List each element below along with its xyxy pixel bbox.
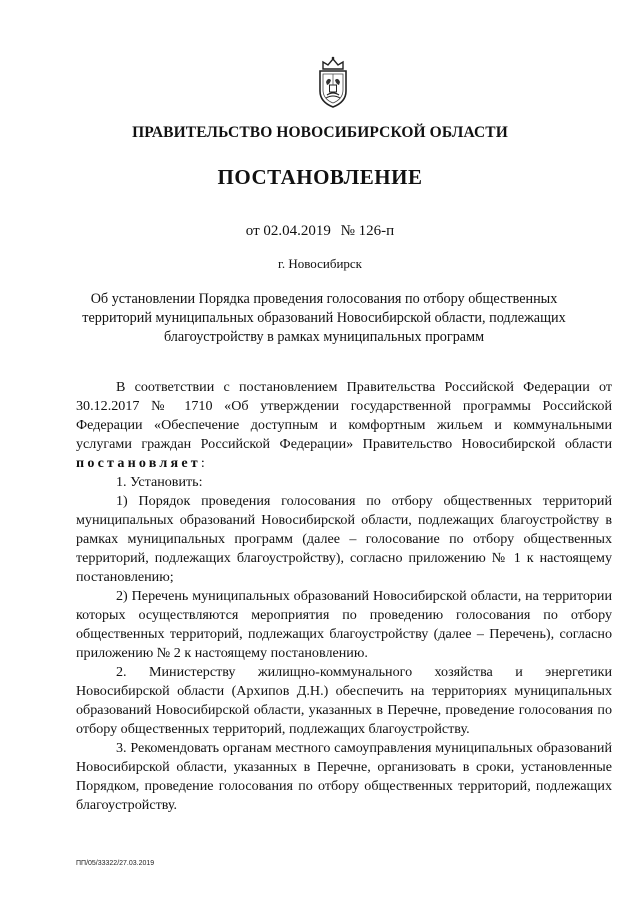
preamble-paragraph [76,378,612,473]
item-1-1: 1) Порядок проведения голосования по отбору общественных территорий муниципальных образований Новосибирской области, подлежащих благоустройству в рамках муниципальных программ (далее – голосование по отбору общественных территорий, подлежащих благоустройству), согласно приложению № 1 к настоящему постановлению; [76,493,612,585]
coat-of-arms-icon [315,55,351,109]
document-body [76,378,612,815]
decree-word: постановляет [76,455,201,471]
document-number: № 126-п [340,223,395,239]
document-title [72,290,576,347]
title-line: Об установлении Порядка проведения голосования по отбору общественных [90,291,558,307]
item-1-2: 2) Перечень муниципальных образований Новосибирской области, на территории которых осуществляются мероприятия по проведению голосования по отбору общественных территорий, подлежащих благоустройству (далее – Перечень), согласно приложению № 2 к настоящему постановлению. [76,588,612,661]
footer-code: ПП/05/33322/27.03.2019 [76,860,155,867]
decree-colon: : [200,455,205,471]
document-meta [0,223,640,240]
item-2: 2. Министерству жилищно-коммунального хозяйства и энергетики Новосибирской области (Архипов Д.Н.) обеспечить на территориях муниципальных образований Новосибирской области, указанных в Перечне, проведение голосования по отбору общественных территорий, подлежащих благоустройству. [76,664,612,737]
item-3: 3. Рекомендовать органам местного самоуправления муниципальных образований Новосибирской области, указанных в Перечне, организовать в сроки, установленные Порядком, проведение голосования по отбору общественных территорий, подлежащих благоустройству. [76,740,612,813]
preamble-text: В соответствии с постановлением Правительства Российской Федерации от 30.12.2017 № 1710 «Об утверждении государственной программы Российской Федерации «Обеспечение доступным и комфортным жильем и коммунальными услугами граждан Российской Федерации» Правительство Новосибирской области [76,379,612,452]
document-date: от 02.04.2019 [245,223,331,239]
document-type: ПОСТАНОВЛЕНИЕ [217,165,423,189]
organization-name: ПРАВИТЕЛЬСТВО НОВОСИБИРСКОЙ ОБЛАСТИ [132,124,508,141]
title-line: территорий муниципальных образований Новосибирской области, подлежащих [82,310,566,326]
title-line: благоустройству в рамках муниципальных программ [163,329,485,345]
document-city: г. Новосибирск [277,256,362,271]
item-1: 1. Установить: [116,474,203,490]
